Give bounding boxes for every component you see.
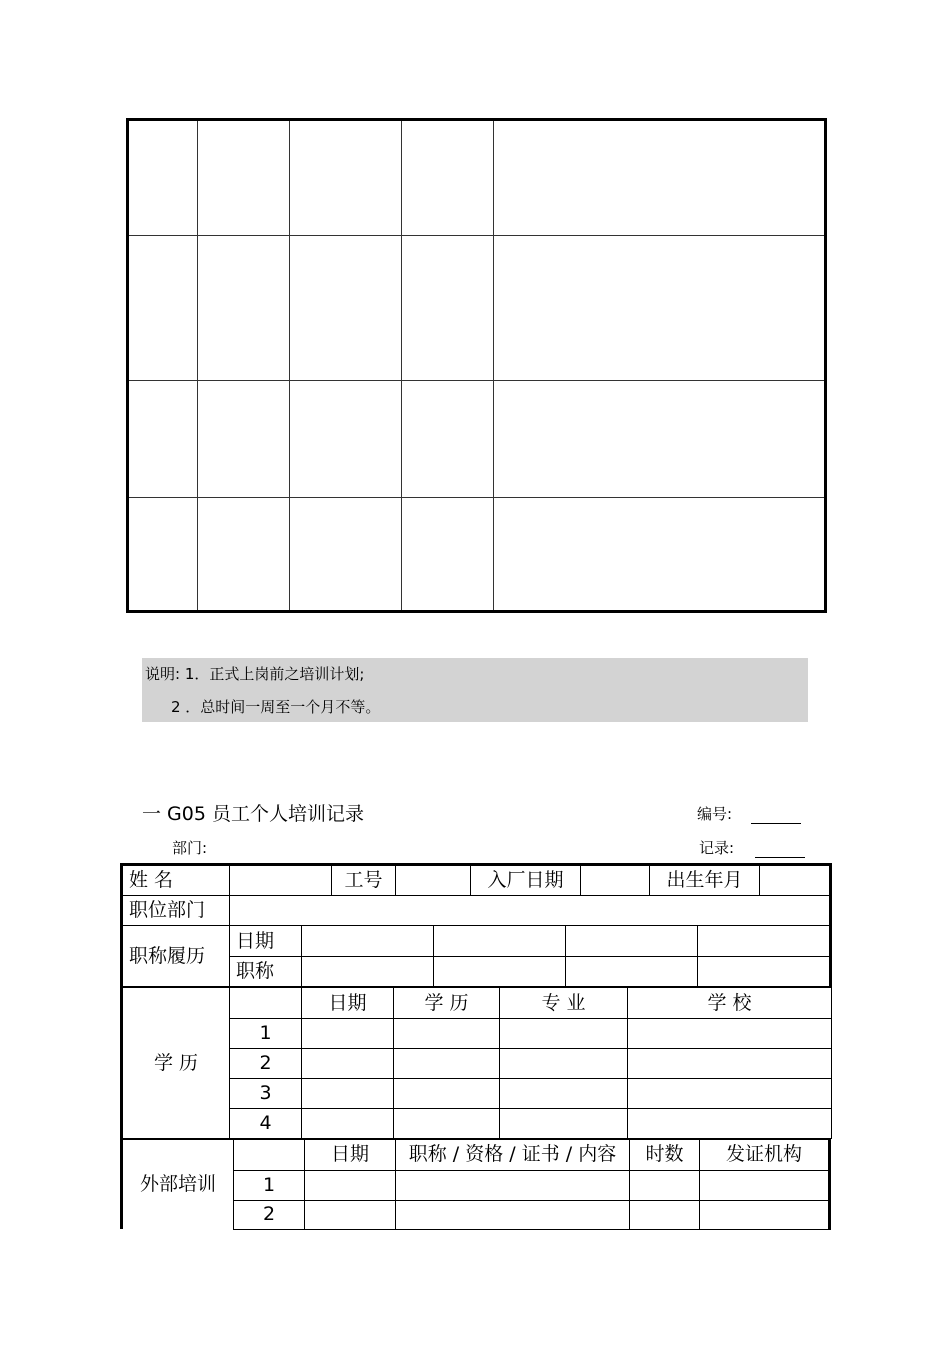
table-cell[interactable]: [396, 1200, 630, 1229]
ext-header-hours: 时数: [630, 1139, 700, 1170]
table-cell[interactable]: [396, 1170, 630, 1200]
serial-label: 编号:: [697, 805, 733, 823]
date-cell[interactable]: [434, 926, 566, 957]
table-cell: [234, 1139, 305, 1170]
table-cell[interactable]: [494, 381, 826, 498]
table-cell[interactable]: [290, 236, 402, 381]
table-cell[interactable]: [402, 236, 494, 381]
table-cell[interactable]: [128, 236, 198, 381]
ext-header-content: 职称 / 资格 / 证书 / 内容: [396, 1139, 630, 1170]
date-cell[interactable]: [698, 926, 831, 957]
table-row: [128, 236, 826, 381]
join-date-label: 入厂日期: [471, 865, 581, 896]
id-input[interactable]: [396, 865, 471, 896]
table-cell[interactable]: [628, 1109, 832, 1139]
table-cell[interactable]: [305, 1200, 396, 1229]
table-cell[interactable]: [494, 498, 826, 612]
table-cell[interactable]: [394, 1109, 500, 1139]
table-row: [128, 498, 826, 612]
table-cell[interactable]: [198, 381, 290, 498]
table-cell[interactable]: [198, 498, 290, 612]
title-cell[interactable]: [434, 957, 566, 987]
table-cell[interactable]: [128, 381, 198, 498]
name-input[interactable]: [230, 865, 332, 896]
external-training-label: 外部培训: [122, 1139, 234, 1229]
dept-position-label: 职位部门: [122, 896, 230, 926]
table-row: [122, 926, 831, 957]
table-cell[interactable]: [198, 236, 290, 381]
date-cell[interactable]: [302, 926, 434, 957]
birth-label: 出生年月: [650, 865, 760, 896]
table-cell[interactable]: [290, 498, 402, 612]
row-number: 1: [230, 1019, 302, 1049]
table-cell[interactable]: [290, 381, 402, 498]
title-cell[interactable]: [566, 957, 698, 987]
external-training-table: [120, 1138, 831, 1230]
dept-label: 部门:: [172, 839, 208, 857]
title-cell[interactable]: [302, 957, 434, 987]
edu-header-school: 学 校: [628, 988, 832, 1019]
record-label: 记录:: [699, 839, 735, 857]
record-input[interactable]: [755, 843, 805, 858]
table-cell[interactable]: [305, 1170, 396, 1200]
table-row: [122, 865, 831, 896]
table-cell[interactable]: [302, 1049, 394, 1079]
table-cell: [230, 988, 302, 1019]
dept-position-input[interactable]: [230, 896, 831, 926]
form-title: 一 G05 员工个人培训记录: [142, 803, 364, 825]
name-label: 姓 名: [122, 865, 230, 896]
id-label: 工号: [332, 865, 396, 896]
table-cell[interactable]: [494, 120, 826, 236]
join-date-input[interactable]: [581, 865, 650, 896]
table-cell[interactable]: [394, 1049, 500, 1079]
education-label: 学 历: [122, 988, 230, 1139]
note-box: [142, 658, 808, 722]
row-number: 4: [230, 1109, 302, 1139]
education-table: [120, 987, 832, 1139]
table-cell[interactable]: [302, 1019, 394, 1049]
row-number: 2: [230, 1049, 302, 1079]
basic-info-table: [120, 863, 832, 926]
row-number: 2: [234, 1200, 305, 1229]
table-cell[interactable]: [394, 1019, 500, 1049]
birth-input[interactable]: [760, 865, 831, 896]
table-cell[interactable]: [500, 1049, 628, 1079]
table-row: [122, 1139, 830, 1170]
edu-header-degree: 学 历: [394, 988, 500, 1019]
table-cell[interactable]: [402, 381, 494, 498]
table-cell[interactable]: [494, 236, 826, 381]
table-cell[interactable]: [700, 1170, 830, 1200]
table-cell[interactable]: [628, 1049, 832, 1079]
edu-header-date: 日期: [302, 988, 394, 1019]
table-row: [122, 988, 832, 1019]
table-cell[interactable]: [198, 120, 290, 236]
table-row: [128, 381, 826, 498]
note-line-2: 2 ．总时间一周至一个月不等。: [171, 698, 381, 716]
table-cell[interactable]: [128, 120, 198, 236]
ext-header-issuer: 发证机构: [700, 1139, 830, 1170]
title-label: 职称: [230, 957, 302, 987]
date-label: 日期: [230, 926, 302, 957]
table-cell[interactable]: [290, 120, 402, 236]
table-cell[interactable]: [628, 1079, 832, 1109]
title-cell[interactable]: [698, 957, 831, 987]
table-cell[interactable]: [630, 1200, 700, 1229]
serial-input[interactable]: [751, 809, 801, 824]
table-cell[interactable]: [402, 498, 494, 612]
title-history-label: 职称履历: [122, 926, 230, 987]
table-cell[interactable]: [302, 1109, 394, 1139]
row-number: 1: [234, 1170, 305, 1200]
table-cell[interactable]: [128, 498, 198, 612]
table-cell[interactable]: [394, 1079, 500, 1109]
table-cell[interactable]: [500, 1079, 628, 1109]
serial-field: [697, 803, 801, 824]
record-field: [699, 837, 805, 858]
date-cell[interactable]: [566, 926, 698, 957]
table-cell[interactable]: [628, 1019, 832, 1049]
table-cell[interactable]: [700, 1200, 830, 1229]
table-cell[interactable]: [402, 120, 494, 236]
note-line-1: 说明: 1．正式上岗前之培训计划;: [145, 665, 365, 683]
title-history-table: [120, 925, 832, 987]
table-cell[interactable]: [630, 1170, 700, 1200]
table-cell[interactable]: [302, 1079, 394, 1109]
table-cell[interactable]: [500, 1109, 628, 1139]
table-row: [122, 896, 831, 926]
table-row: [128, 120, 826, 236]
row-number: 3: [230, 1079, 302, 1109]
edu-header-major: 专 业: [500, 988, 628, 1019]
table-cell[interactable]: [500, 1019, 628, 1049]
plan-table: [126, 118, 827, 613]
ext-header-date: 日期: [305, 1139, 396, 1170]
